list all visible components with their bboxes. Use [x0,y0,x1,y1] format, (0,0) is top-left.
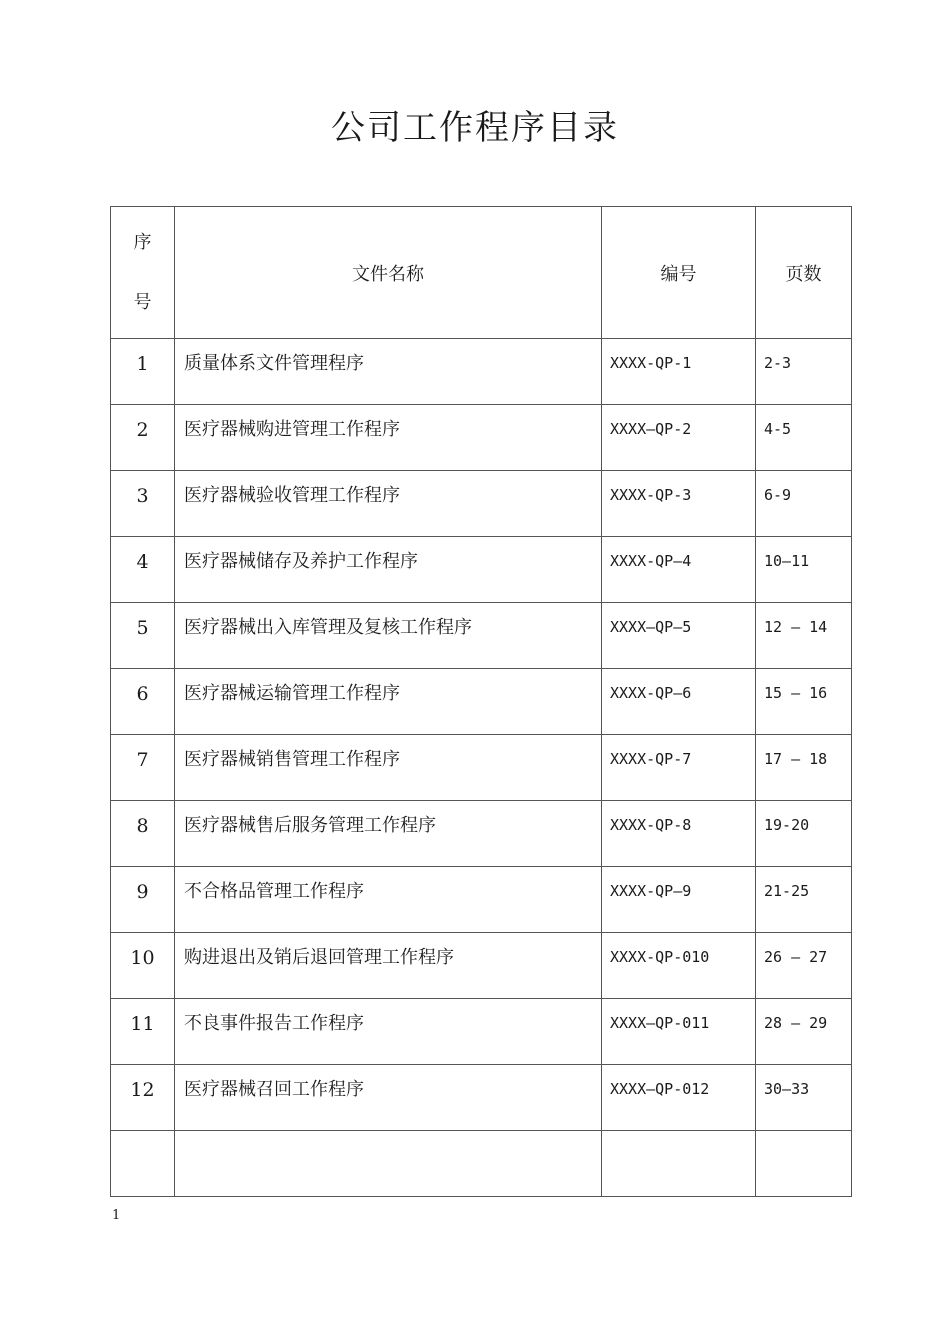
row-number: 4 [111,537,175,603]
row-code: XXXX-QP—9 [602,867,756,933]
row-code: XXXX-QP—4 [602,537,756,603]
row-code: XXXX—QP-2 [602,405,756,471]
table-row [111,867,852,933]
row-code: XXXX-QP-7 [602,735,756,801]
table-row [111,405,852,471]
row-code: XXXX-QP-3 [602,471,756,537]
procedure-table [110,206,852,1197]
row-code: XXXX—QP—5 [602,603,756,669]
row-name: 医疗器械储存及养护工作程序 [175,537,602,603]
row-number: 3 [111,471,175,537]
row-pages: 4-5 [756,405,852,471]
table-row [111,603,852,669]
table-row [111,471,852,537]
row-pages: 2-3 [756,339,852,405]
table-row [111,801,852,867]
row-number: 2 [111,405,175,471]
row-name [175,1131,602,1197]
row-pages: 10—11 [756,537,852,603]
header-seq-bottom: 号 [133,291,152,313]
header-seq-top: 序 [133,231,152,253]
row-code: XXXX—QP-012 [602,1065,756,1131]
header-seq [111,207,175,339]
table-header-row [111,207,852,339]
row-pages: 17 — 18 [756,735,852,801]
row-name: 医疗器械出入库管理及复核工作程序 [175,603,602,669]
row-code: XXXX-QP-010 [602,933,756,999]
header-code: 编号 [602,207,756,339]
row-name: 质量体系文件管理程序 [175,339,602,405]
row-pages: 12 — 14 [756,603,852,669]
row-name: 医疗器械售后服务管理工作程序 [175,801,602,867]
page-title: 公司工作程序目录 [331,108,619,148]
table-row [111,933,852,999]
row-name: 医疗器械验收管理工作程序 [175,471,602,537]
row-name: 购进退出及销后退回管理工作程序 [175,933,602,999]
row-pages: 28 — 29 [756,999,852,1065]
header-pages: 页数 [756,207,852,339]
row-pages: 21-25 [756,867,852,933]
row-code: XXXX—QP-011 [602,999,756,1065]
row-number: 12 [111,1065,175,1131]
row-number: 5 [111,603,175,669]
header-name: 文件名称 [175,207,602,339]
row-number: 1 [111,339,175,405]
row-name: 医疗器械销售管理工作程序 [175,735,602,801]
row-pages: 26 — 27 [756,933,852,999]
row-name: 医疗器械运输管理工作程序 [175,669,602,735]
row-code: XXXX-QP—6 [602,669,756,735]
row-pages: 30—33 [756,1065,852,1131]
row-number: 7 [111,735,175,801]
row-number: 11 [111,999,175,1065]
table-row [111,537,852,603]
table-row [111,735,852,801]
table-row-empty [111,1131,852,1197]
row-name: 不合格品管理工作程序 [175,867,602,933]
row-pages [756,1131,852,1197]
row-number: 6 [111,669,175,735]
row-number: 8 [111,801,175,867]
row-code: XXXX-QP-1 [602,339,756,405]
row-pages: 19-20 [756,801,852,867]
row-pages: 15 — 16 [756,669,852,735]
table-row [111,1065,852,1131]
row-pages: 6-9 [756,471,852,537]
row-name: 不良事件报告工作程序 [175,999,602,1065]
row-code [602,1131,756,1197]
row-code: XXXX-QP-8 [602,801,756,867]
row-name: 医疗器械召回工作程序 [175,1065,602,1131]
table-row [111,669,852,735]
page-number: 1 [112,1208,121,1223]
row-number [111,1131,175,1197]
table-row [111,339,852,405]
row-number: 10 [111,933,175,999]
row-name: 医疗器械购进管理工作程序 [175,405,602,471]
table-row [111,999,852,1065]
row-number: 9 [111,867,175,933]
